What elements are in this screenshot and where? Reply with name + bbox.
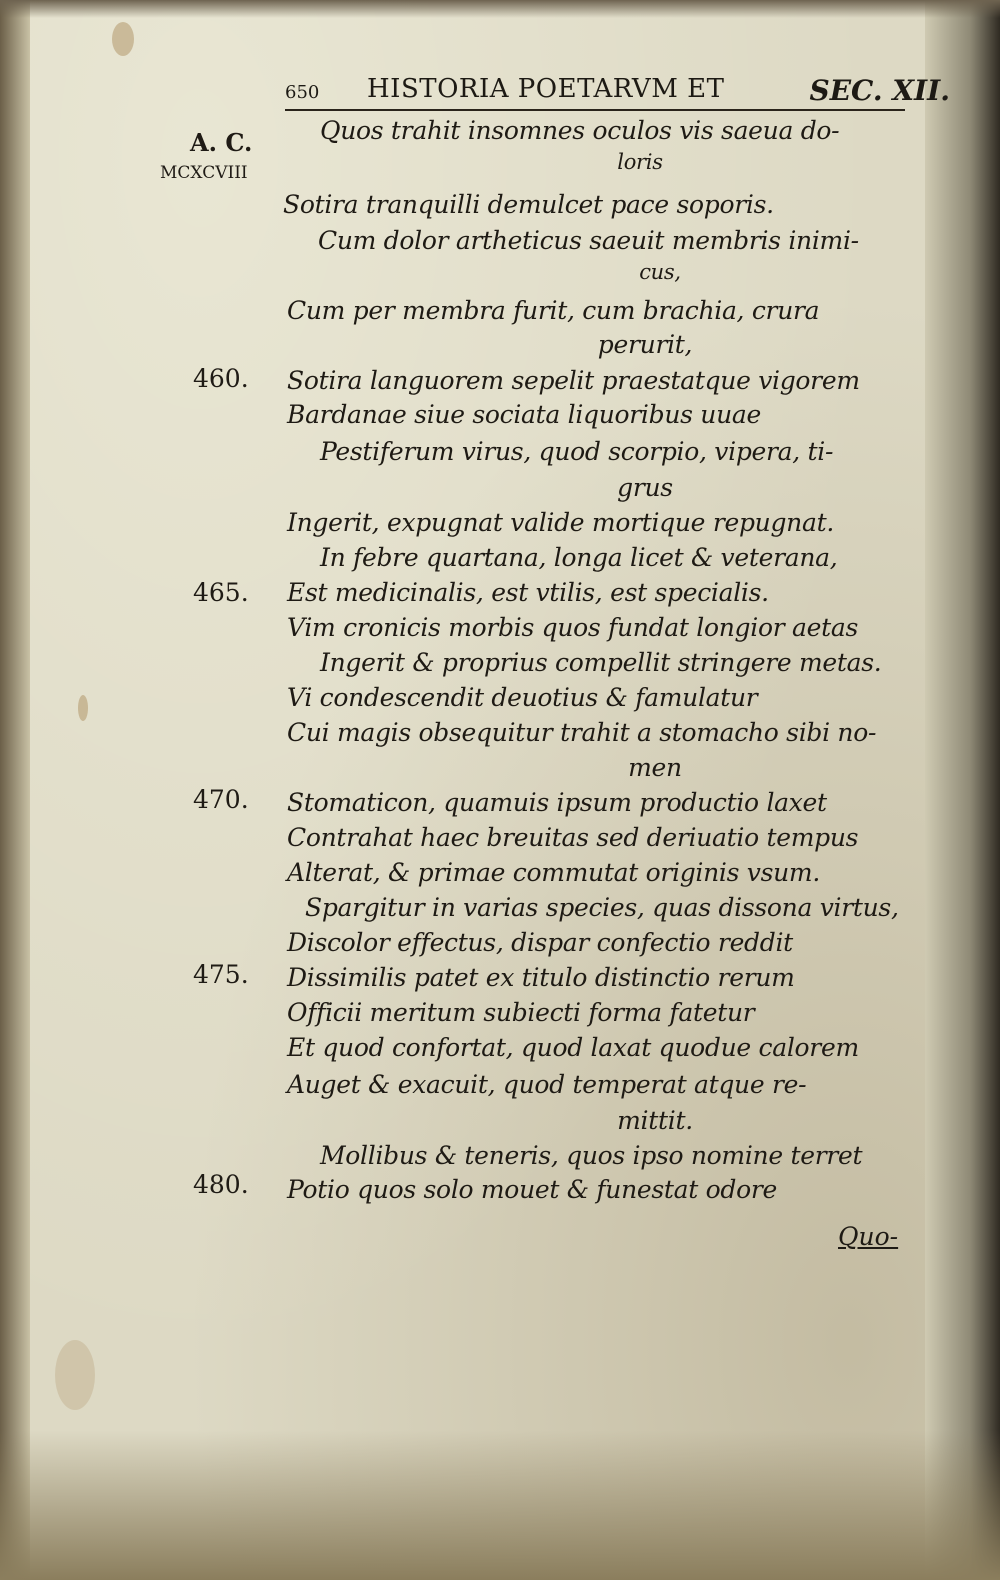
verse-line: Quos trahit insomnes oculos vis saeua do- xyxy=(320,116,840,145)
page-edge-bottom xyxy=(0,1430,1000,1580)
verse-line: Auget & exacuit, quod temperat atque re- xyxy=(287,1070,807,1099)
running-header xyxy=(285,70,965,110)
section-label: SEC. XII. xyxy=(809,74,950,107)
page-number: 650 xyxy=(285,82,320,103)
verse-line: Discolor effectus, dispar confectio reddit xyxy=(287,928,793,957)
verse-line: Et quod confortat, quod laxat quodue calorem xyxy=(287,1033,859,1062)
verse-line: grus xyxy=(617,473,673,502)
verse-line: Pestiferum virus, quod scorpio, vipera, ti- xyxy=(320,437,834,466)
margin-line-number: 480. xyxy=(193,1170,249,1199)
verse-line: Mollibus & teneris, quos ipso nomine terret xyxy=(320,1141,863,1170)
verse-line: Vim cronicis morbis quos fundat longior aetas xyxy=(287,613,858,642)
foxing-stain xyxy=(55,1340,95,1410)
verse-line: Stomaticon, quamuis ipsum productio laxet xyxy=(287,788,827,817)
verse-line: cus, xyxy=(639,260,681,284)
foxing-stain xyxy=(112,22,134,56)
header-rule xyxy=(285,109,905,111)
running-title: HISTORIA POETARVM ET xyxy=(367,74,725,104)
verse-line: Contrahat haec breuitas sed deriuatio tempus xyxy=(287,823,859,852)
margin-anno-christi: A. C. xyxy=(190,128,253,157)
margin-line-number: 470. xyxy=(193,785,249,814)
verse-line: mittit. xyxy=(617,1106,693,1135)
margin-line-number: 475. xyxy=(193,960,249,989)
foxing-stain xyxy=(78,695,88,721)
verse-line: Cum dolor artheticus saeuit membris inimi- xyxy=(318,226,859,255)
verse-line: Alterat, & primae commutat originis vsum. xyxy=(287,858,820,887)
page-edge-top xyxy=(0,0,1000,18)
verse-line: Sotira tranquilli demulcet pace soporis. xyxy=(283,190,774,219)
verse-line: Officii meritum subiecti forma fatetur xyxy=(287,998,755,1027)
verse-line: loris xyxy=(617,150,663,174)
verse-line: Ingerit, expugnat valide mortique repugnat. xyxy=(287,508,834,537)
verse-line: Cum per membra furit, cum brachia, crura xyxy=(287,296,820,325)
verse-line: Dissimilis patet ex titulo distinctio rerum xyxy=(287,963,795,992)
verse-line: Bardanae siue sociata liquoribus uuae xyxy=(287,400,762,429)
verse-line: Vi condescendit deuotius & famulatur xyxy=(287,683,758,712)
verse-line: Cui magis obsequitur trahit a stomacho sibi no- xyxy=(287,718,877,747)
catchword: Quo- xyxy=(838,1222,899,1251)
verse-line: Est medicinalis, est vtilis, est specialis. xyxy=(287,578,769,607)
page-edge-left xyxy=(0,0,30,1580)
verse-line: Ingerit & proprius compellit stringere metas. xyxy=(320,648,882,677)
verse-line: In febre quartana, longa licet & veterana, xyxy=(320,543,838,572)
margin-line-number: 465. xyxy=(193,578,249,607)
verse-line: perurit, xyxy=(597,330,693,359)
margin-line-number: 460. xyxy=(193,364,249,393)
verse-line: men xyxy=(628,753,682,782)
verse-line: Spargitur in varias species, quas dissona virtus, xyxy=(305,893,899,922)
margin-year: MCXCVIII xyxy=(160,163,248,183)
page-edge-right xyxy=(925,0,1000,1580)
verse-line: Potio quos solo mouet & funestat odore xyxy=(287,1175,778,1204)
verse-line: Sotira languorem sepelit praestatque vigorem xyxy=(287,366,860,395)
